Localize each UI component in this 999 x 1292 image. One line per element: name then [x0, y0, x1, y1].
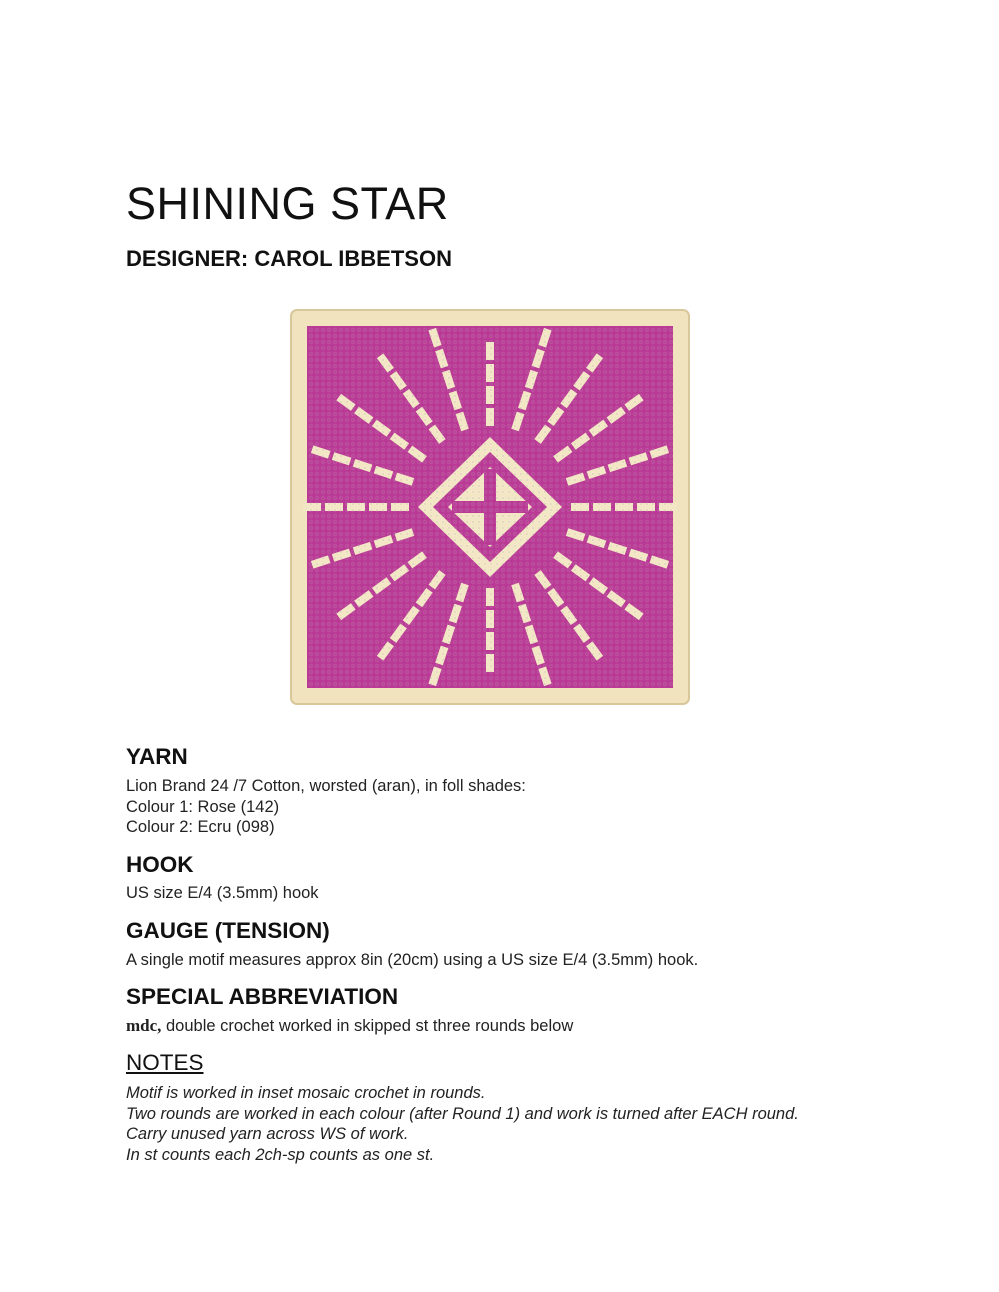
- abbreviation-definition: double crochet worked in skipped st three rounds below: [161, 1017, 574, 1035]
- yarn-line: Colour 1: Rose (142): [126, 797, 280, 816]
- note-line: Carry unused yarn across WS of work.: [126, 1125, 409, 1143]
- page-title: SHINING STAR: [126, 178, 449, 229]
- yarn-line: Colour 2: Ecru (098): [126, 818, 275, 836]
- yarn-line: Lion Brand 24 /7 Cotton, worsted (aran), in foll shades:: [126, 777, 526, 795]
- yarn-heading: YARN: [126, 744, 188, 769]
- abbreviation-heading: SPECIAL ABBREVIATION: [126, 984, 399, 1009]
- abbreviation-term: mdc,: [126, 1016, 162, 1035]
- notes-list: [126, 1083, 799, 1165]
- notes-heading: NOTES: [126, 1050, 204, 1075]
- note-line: Motif is worked in inset mosaic crochet in rounds.: [126, 1084, 486, 1102]
- designer-credit: DESIGNER: CAROL IBBETSON: [126, 246, 452, 271]
- abbreviation-text: [126, 1016, 573, 1037]
- gauge-text: A single motif measures approx 8in (20cm) using a US size E/4 (3.5mm) hook.: [126, 951, 699, 969]
- crochet-motif-photo: [290, 309, 690, 705]
- hook-text: US size E/4 (3.5mm) hook: [126, 884, 319, 902]
- note-line: Two rounds are worked in each colour (after Round 1) and work is turned after EACH round.: [126, 1104, 799, 1123]
- gauge-heading: GAUGE (TENSION): [126, 918, 330, 943]
- note-line: In st counts each 2ch-sp counts as one st.: [126, 1145, 435, 1164]
- hook-heading: HOOK: [126, 852, 194, 877]
- yarn-details: [126, 776, 526, 838]
